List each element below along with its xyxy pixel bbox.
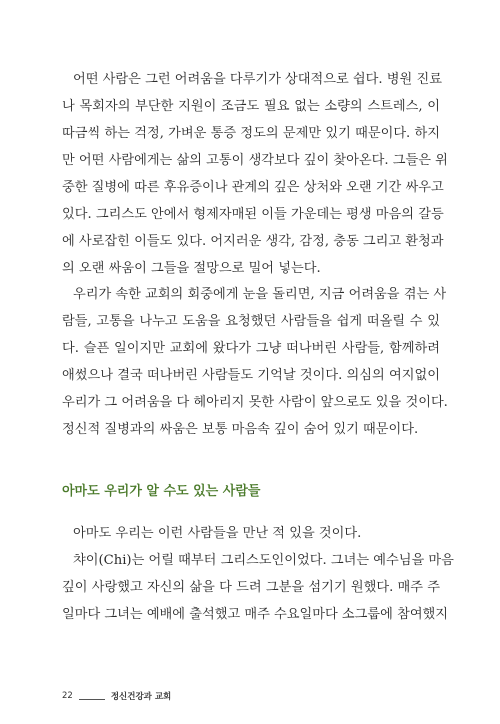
page-footer (62, 690, 171, 702)
paragraph-1 (62, 66, 448, 282)
text-line: 우리가 그 어려움을 다 헤아리지 못한 사람이 앞으로도 있을 것이다. (62, 395, 448, 410)
text-line: 다. 슬픈 일이지만 교회에 왔다가 그냥 떠나버린 사람들, 함께하려 (62, 341, 440, 356)
text-line: 아마도 우리는 이런 사람들을 만난 적 있을 것이다. (73, 526, 362, 541)
text-line: 람들, 고통을 나누고 도움을 요청했던 사람들을 쉽게 떠올릴 수 있 (62, 314, 440, 329)
text-line: 나 목회자의 부단한 지원이 조금도 필요 없는 소량의 스트레스, 이 (62, 99, 440, 114)
text-line: 일마다 그녀는 예배에 출석했고 매주 수요일마다 소그룹에 참여했지 (62, 607, 449, 622)
text-line: 정신적 질병과의 싸움은 보통 마음속 깊이 숨어 있기 때문이다. (62, 422, 419, 437)
text-line: 있다. 그리스도 안에서 형제자매된 이들 가운데는 평생 마음의 갈등 (62, 207, 444, 222)
text-line: 애썼으나 결국 떠나버린 사람들도 기억날 것이다. 의심의 여지없이 (62, 368, 440, 383)
paragraph-3 (62, 520, 454, 628)
section-heading: 아마도 우리가 알 수도 있는 사람들 (62, 484, 261, 499)
text-line: 의 오랜 싸움이 그들을 절망으로 밀어 넣는다. (62, 261, 321, 276)
text-line: 에 사로잡힌 이들도 있다. 어지러운 생각, 감정, 충동 그리고 환청과 (62, 234, 444, 249)
footer-divider (79, 699, 105, 700)
text-line: 중한 질병에 따른 후유증이나 관계의 깊은 상처와 오랜 기간 싸우고 (62, 180, 444, 195)
book-title: 정신건강과 교회 (110, 692, 172, 702)
text-line: 챠이(Chi)는 어릴 때부터 그리스도인이었다. 그녀는 예수님을 마음 (73, 553, 454, 568)
text-line: 어떤 사람은 그런 어려움을 다루기가 상대적으로 쉽다. 병원 진료 (73, 72, 442, 87)
page-number: 22 (62, 691, 73, 701)
text-line: 깊이 사랑했고 자신의 삶을 다 드려 그분을 섬기기 원했다. 매주 주 (62, 580, 440, 595)
text-line: 따금씩 하는 걱정, 가벼운 통증 정도의 문제만 있기 때문이다. 하지 (62, 126, 440, 141)
text-line: 우리가 속한 교회의 회중에게 눈을 돌리면, 지금 어려움을 겪는 사 (73, 287, 447, 302)
paragraph-2 (62, 281, 448, 443)
text-line: 만 어떤 사람에게는 삶의 고통이 생각보다 깊이 찾아온다. 그들은 위 (62, 153, 448, 168)
